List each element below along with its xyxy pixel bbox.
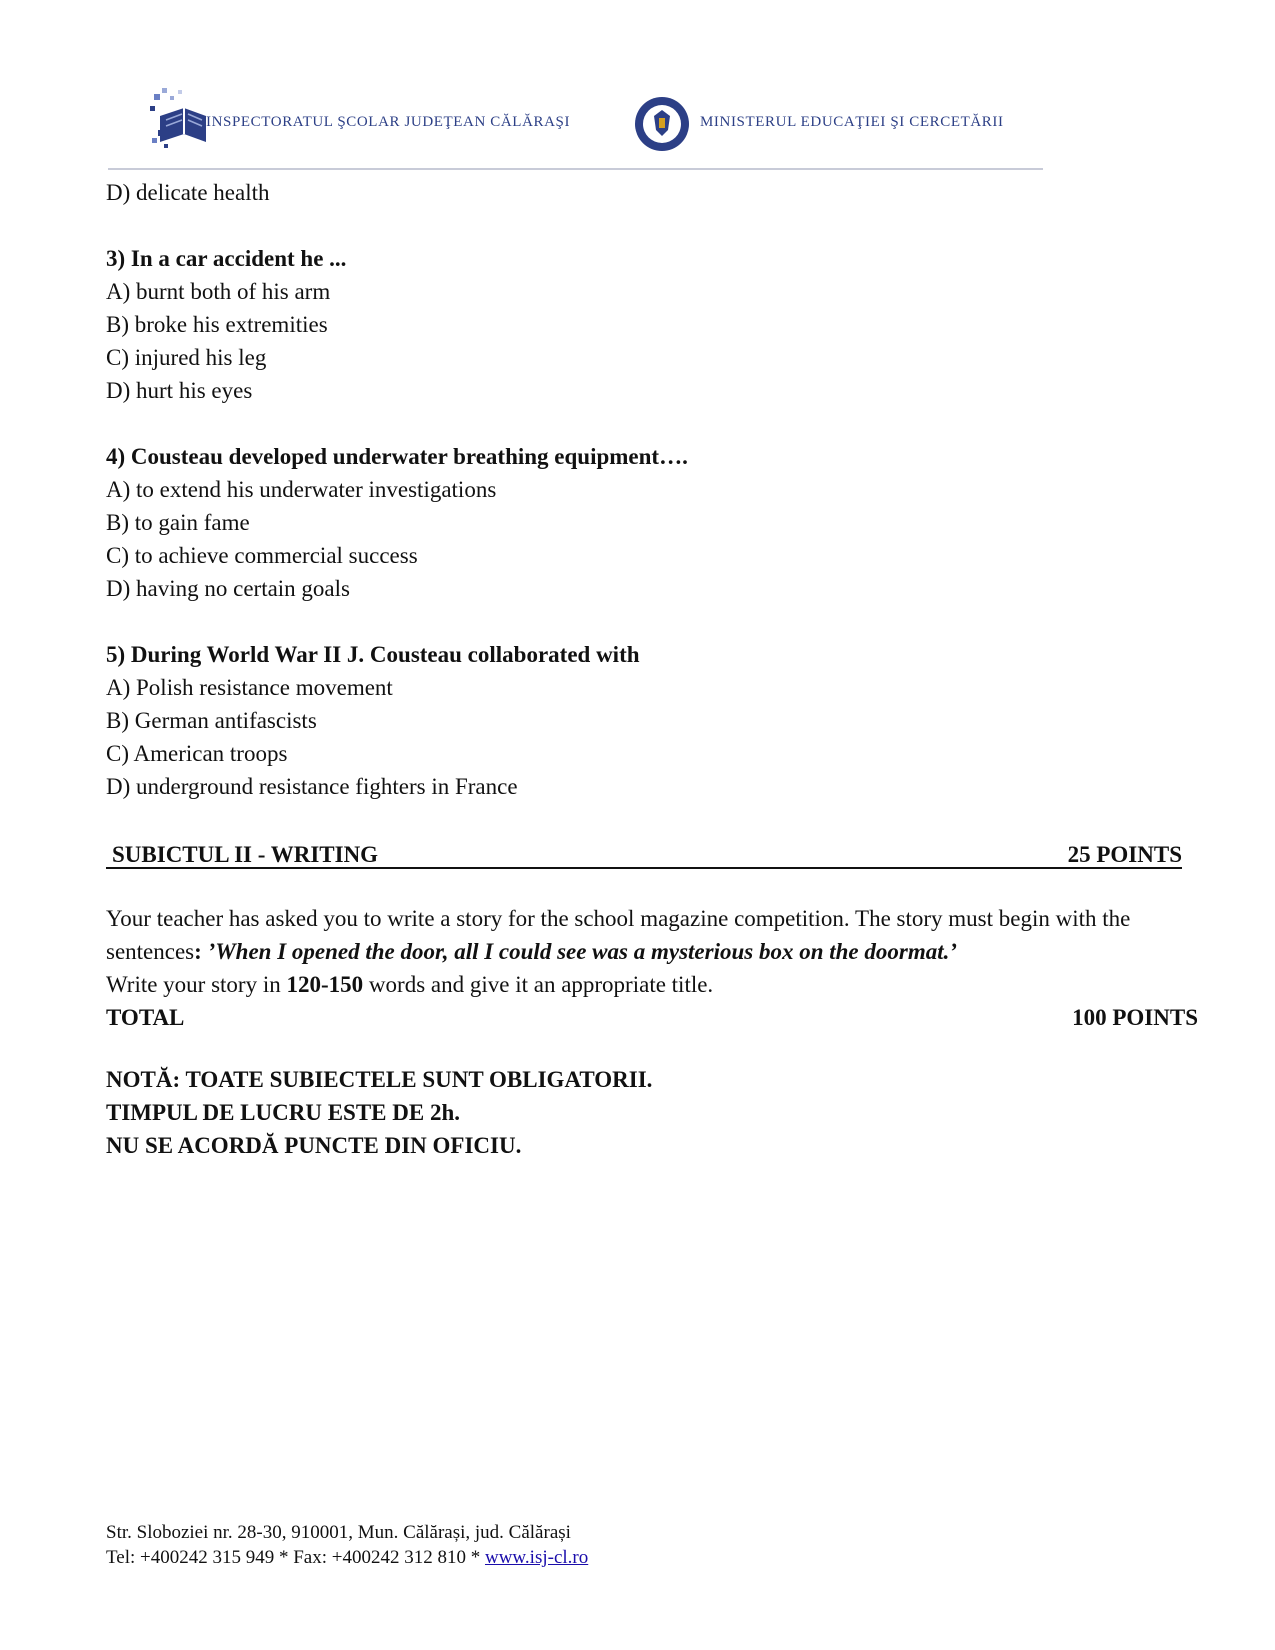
task-colon: : <box>194 939 208 964</box>
section-underline <box>106 867 1182 869</box>
answer-option: C) injured his leg <box>106 345 267 370</box>
task-text: Your teacher has asked you to write a story for the school magazine competition. The story must begin with the sentences <box>106 906 1131 964</box>
section-points: 25 POINTS <box>1067 842 1182 867</box>
exam-content <box>106 176 1206 1162</box>
question-prompt: 4) Cousteau developed underwater breathing equipment…. <box>106 444 688 469</box>
exam-notes <box>106 1063 1206 1162</box>
total-row <box>106 1001 1198 1034</box>
footer-address: Str. Sloboziei nr. 28-30, 910001, Mun. Călărași, jud. Călărași <box>106 1522 571 1543</box>
ministry-name: MINISTERUL EDUCAŢIEI ŞI CERCETĂRII <box>700 114 1004 130</box>
header-divider <box>108 168 1043 170</box>
question-4 <box>106 440 1206 605</box>
answer-option: B) broke his extremities <box>106 312 328 337</box>
answer-option: A) burnt both of his arm <box>106 279 331 304</box>
answer-option: C) American troops <box>106 741 288 766</box>
question-5 <box>106 638 1206 803</box>
total-label: TOTAL <box>106 1005 185 1030</box>
answer-option: D) hurt his eyes <box>106 378 253 403</box>
answer-option: B) to gain fame <box>106 510 250 535</box>
inspectorate-name: INSPECTORATUL ŞCOLAR JUDEŢEAN CĂLĂRAŞI <box>206 114 571 130</box>
website-link[interactable]: www.isj-cl.ro <box>484 1547 589 1568</box>
page-footer <box>106 1520 588 1570</box>
question-prompt: 5) During World War II J. Cousteau collaborated with <box>106 642 640 667</box>
note-line: TIMPUL DE LUCRU ESTE DE 2h. <box>106 1100 461 1125</box>
section-2-heading <box>106 838 1182 871</box>
answer-option: D) having no certain goals <box>106 576 350 601</box>
answer-option: D) underground resistance fighters in France <box>106 774 518 799</box>
answer-option: B) German antifascists <box>106 708 317 733</box>
section-title: SUBICTUL II - WRITING <box>112 842 379 867</box>
word-range: 120-150 <box>286 972 364 997</box>
note-line: NOTĂ: TOATE SUBIECTELE SUNT OBLIGATORII. <box>106 1067 653 1092</box>
total-points: 100 POINTS <box>1072 1005 1198 1030</box>
question-prompt: 3) In a car accident he ... <box>106 246 347 271</box>
page-header <box>108 86 1043 172</box>
footer-contact: Tel: +400242 315 949 * Fax: +400242 312 810 * www.isj-cl.ro <box>106 1547 589 1568</box>
note-line: NU SE ACORDĂ PUNCTE DIN OFICIU. <box>106 1133 522 1158</box>
writing-task <box>106 902 1206 968</box>
question-3 <box>106 242 1206 407</box>
previous-option: D) delicate health <box>106 180 270 205</box>
inspectorate-logo-icon <box>148 86 210 152</box>
word-count-instruction: Write your story in 120-150 words and give it an appropriate title. <box>106 972 714 997</box>
story-opening-quote: ’When I opened the door, all I could see was a mysterious box on the doormat.’ <box>207 939 958 964</box>
answer-option: A) to extend his underwater investigations <box>106 477 497 502</box>
answer-option: A) Polish resistance movement <box>106 675 393 700</box>
answer-option: C) to achieve commercial success <box>106 543 418 568</box>
ministry-emblem-icon <box>634 96 690 152</box>
